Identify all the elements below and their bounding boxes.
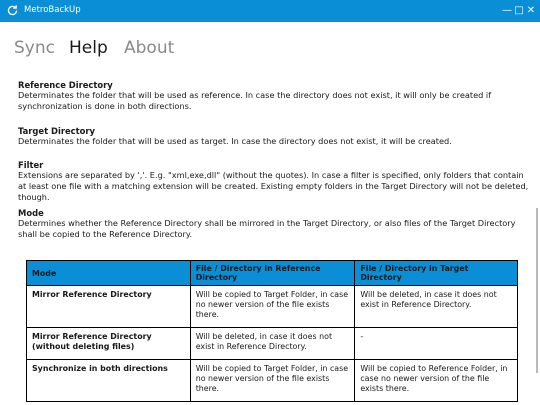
title-bar [0,0,540,22]
close-button[interactable]: ✕ [526,5,536,16]
mode-table [26,260,518,402]
table-cell: Synchronize in both directions [27,360,191,402]
table-header-row [27,261,518,286]
table-cell: Will be copied to Reference Folder, in case no newer version of the file exists there. [355,360,518,402]
table-cell: Will be copied to Target Folder, in case no newer version of the file exists there. [190,360,355,402]
table-cell: Will be copied to Target Folder, in case no newer version of the file exists there. [190,286,355,328]
section-title: Reference Directory [18,80,113,90]
table-cell: Will be deleted, in case it does not exist in Reference Directory. [190,328,355,360]
sync-icon [6,4,19,17]
help-section-filter [18,160,530,203]
maximize-button[interactable]: □ [514,5,524,16]
section-title: Mode [18,208,44,218]
table-cell: Mirror Reference Directory (without deleting files) [27,328,191,360]
table-cell: Will be deleted, in case it does not exist in Reference Directory. [355,286,518,328]
section-title: Filter [18,160,44,170]
section-body: Extensions are separated by ','. E.g. "xml,exe,dll" (without the quotes). In case a filter is specified, only folders that contain at least one file with a matching extension will be created. Existing empty folders in the Target Directory will not be deleted, though. [18,170,529,202]
section-body: Determinates the folder that will be used as target. In case the directory does not exist, it will be created. [18,136,452,146]
table-row [27,328,518,360]
column-header-mode: Mode [27,261,191,286]
tab-about[interactable]: About [124,38,175,58]
section-title: Target Directory [18,126,95,136]
help-section-target-directory [18,126,530,147]
table-cell: Mirror Reference Directory [27,286,191,328]
window-title: MetroBackUp [24,5,81,15]
section-body: Determines whether the Reference Directory shall be mirrored in the Target Directory, or also files of the Target Directory shall be copied to the Reference Directory. [18,218,516,239]
tab-sync[interactable]: Sync [14,38,55,58]
table-row [27,360,518,402]
column-header-reference: File / Directory in Reference Directory [190,261,355,286]
help-section-mode [18,208,530,240]
table-row [27,286,518,328]
column-header-target: File / Directory in Target Directory [355,261,518,286]
minimize-button[interactable]: — [502,5,512,16]
help-section-reference-directory [18,80,530,112]
tab-help[interactable]: Help [69,38,108,58]
vertical-scrollbar[interactable] [536,208,538,373]
section-body: Determinates the folder that will be used as reference. In case the directory does not exist, it will only be created if synchronization is done in both directions. [18,90,492,111]
table-cell: - [355,328,518,360]
